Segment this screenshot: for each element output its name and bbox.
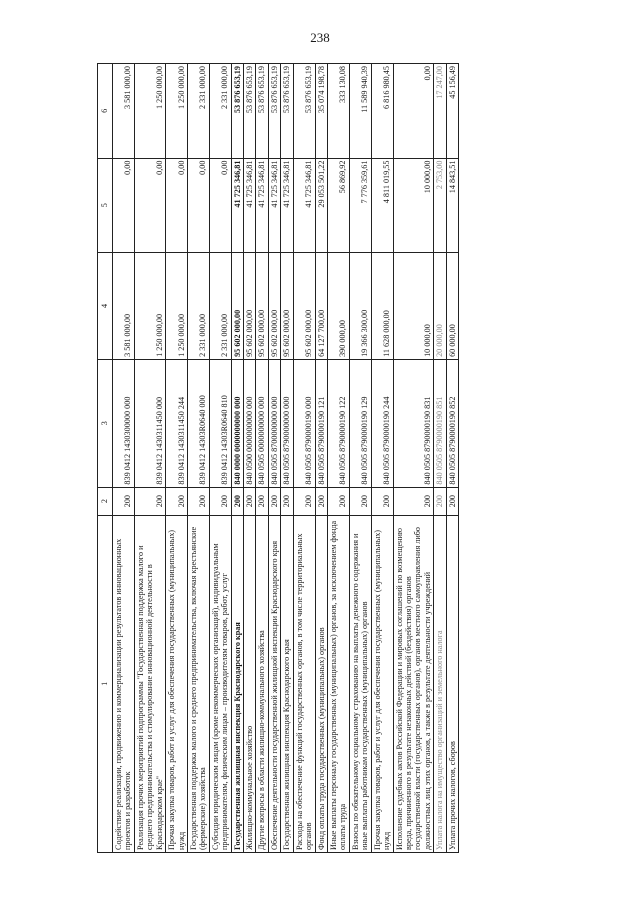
- row-executed-cell: 0,00: [113, 158, 135, 252]
- row-executed-cell: 41 725 346,81: [231, 158, 243, 252]
- row-classifier-cell: 840 0500 0000000000 000: [244, 359, 256, 487]
- row-remaining-cell: 53 876 653,19: [281, 64, 293, 159]
- header-col-6: 6: [98, 64, 113, 159]
- row-name-cell: Содействие реализации, продвижению и коммерциализации результатов инновационных проектов и разработок: [113, 515, 135, 852]
- row-executed-cell: 0,00: [166, 158, 188, 252]
- row-approved-cell: 95 602 000,00: [244, 252, 256, 359]
- row-name-cell: Другие вопросы в области жилищно-коммунального хозяйства: [256, 515, 268, 852]
- row-executed-cell: 41 725 346,81: [293, 158, 315, 252]
- row-approved-cell: 95 602 000,00: [231, 252, 243, 359]
- table-row: [393, 64, 434, 853]
- row-classifier-cell: 840 0505 8790000190 244: [371, 359, 393, 487]
- header-col-5: 5: [98, 158, 113, 252]
- row-name-cell: Прочая закупка товаров, работ и услуг для обеспечения государственных (муниципальных) нужд: [371, 515, 393, 852]
- table-row: [209, 64, 231, 853]
- row-executed-cell: 7 776 359,61: [349, 158, 371, 252]
- row-remaining-cell: 2 331 000,00: [187, 64, 209, 159]
- row-executed-cell: 2 753,00: [434, 158, 446, 252]
- row-approved-cell: 2 331 000,00: [209, 252, 231, 359]
- row-remaining-cell: 53 876 653,19: [231, 64, 243, 159]
- row-classifier-cell: 839 0412 1430311450 244: [166, 359, 188, 487]
- row-name-cell: Уплата налога на имущество организаций и земельного налога: [434, 515, 446, 852]
- row-approved-cell: 10 000,00: [393, 252, 434, 359]
- table-row: [281, 64, 293, 853]
- row-remaining-cell: 0,00: [393, 64, 434, 159]
- row-executed-cell: 41 725 346,81: [268, 158, 280, 252]
- table-row: [187, 64, 209, 853]
- row-name-cell: Государственная жилищная инспекция Краснодарского края: [231, 515, 243, 852]
- row-classifier-cell: 840 0505 8790000190 129: [349, 359, 371, 487]
- row-remaining-cell: 53 876 653,19: [268, 64, 280, 159]
- row-name-cell: Прочая закупка товаров, работ и услуг для обеспечения государственных (муниципальных) нужд: [166, 515, 188, 852]
- row-approved-cell: 95 602 000,00: [281, 252, 293, 359]
- header-col-2: 2: [98, 487, 113, 515]
- row-name-cell: Исполнение судебных актов Российской Федерации и мировых соглашений по возмещению вреда, причиненного в результате незаконных действий (бездействия) органов государственной власти (государственных органов), органов местного самоуправления либо должностных лиц этих органов, а также в результате деятельности учреждений: [393, 515, 434, 852]
- row-classifier-cell: 839 0412 1430300000 000: [113, 359, 135, 487]
- table-header-row: [98, 64, 113, 853]
- header-col-3: 3: [98, 359, 113, 487]
- row-remaining-cell: 53 876 653,19: [293, 64, 315, 159]
- table-row: [328, 64, 350, 853]
- row-executed-cell: 10 000,00: [393, 158, 434, 252]
- row-approved-cell: 64 127 700,00: [315, 252, 327, 359]
- row-classifier-cell: 840 0505 8790000190 831: [393, 359, 434, 487]
- row-executed-cell: 41 725 346,81: [244, 158, 256, 252]
- row-name-cell: Фонд оплаты труда государственных (муниципальных) органов: [315, 515, 327, 852]
- row-approved-cell: 390 000,00: [328, 252, 350, 359]
- row-code-cell: 200: [434, 487, 446, 515]
- row-approved-cell: 19 366 300,00: [349, 252, 371, 359]
- row-remaining-cell: 333 130,08: [328, 64, 350, 159]
- table-row: [293, 64, 315, 853]
- row-approved-cell: 11 628 000,00: [371, 252, 393, 359]
- row-executed-cell: 29 053 501,22: [315, 158, 327, 252]
- row-name-cell: Взносы по обязательному социальному страхованию на выплаты денежного содержания и иные выплаты работникам государственных (муниципальных) органов: [349, 515, 371, 852]
- row-name-cell: Расходы на обеспечение функций государственных органов, в том числе территориальных органов: [293, 515, 315, 852]
- row-executed-cell: 4 811 019,55: [371, 158, 393, 252]
- row-code-cell: 200: [371, 487, 393, 515]
- row-approved-cell: 95 602 000,00: [268, 252, 280, 359]
- row-remaining-cell: 11 589 940,39: [349, 64, 371, 159]
- row-name-cell: Субсидии юридическим лицам (кроме некоммерческих организаций), индивидуальным предпринимателям, физическим лицам – производителям товаров, работ, услуг: [209, 515, 231, 852]
- row-approved-cell: 1 250 000,00: [166, 252, 188, 359]
- row-remaining-cell: 35 074 198,78: [315, 64, 327, 159]
- row-approved-cell: 95 602 000,00: [293, 252, 315, 359]
- table-row: [349, 64, 371, 853]
- row-classifier-cell: 839 0412 1430311450 000: [134, 359, 165, 487]
- table-row: [371, 64, 393, 853]
- row-classifier-cell: 840 0505 8790000190 852: [446, 359, 458, 487]
- row-executed-cell: 0,00: [209, 158, 231, 252]
- rotated-table: [97, 63, 617, 853]
- header-col-4: 4: [98, 252, 113, 359]
- row-classifier-cell: 840 0505 8700000000 000: [268, 359, 280, 487]
- row-remaining-cell: 53 876 653,19: [256, 64, 268, 159]
- row-classifier-cell: 840 0505 8790000190 000: [293, 359, 315, 487]
- row-remaining-cell: 17 247,00: [434, 64, 446, 159]
- row-code-cell: 200: [281, 487, 293, 515]
- row-code-cell: 200: [256, 487, 268, 515]
- table-row: [134, 64, 165, 853]
- row-classifier-cell: 839 0412 14303R0640 810: [209, 359, 231, 487]
- table-row: [434, 64, 446, 853]
- row-classifier-cell: 840 0000 0000000000 000: [231, 359, 243, 487]
- row-executed-cell: 14 843,51: [446, 158, 458, 252]
- table-row: [244, 64, 256, 853]
- row-name-cell: Иные выплаты персоналу государственных (муниципальных) органов, за исключением фонда оплаты труда: [328, 515, 350, 852]
- row-code-cell: 200: [231, 487, 243, 515]
- row-name-cell: Жилищно-коммунальное хозяйство: [244, 515, 256, 852]
- row-name-cell: Обеспечение деятельности государственной жилищной инспекции Краснодарского края: [268, 515, 280, 852]
- row-approved-cell: 20 000,00: [434, 252, 446, 359]
- row-classifier-cell: 840 0505 8790000190 851: [434, 359, 446, 487]
- budget-table-area: [100, 64, 602, 852]
- table-row: [446, 64, 458, 853]
- row-code-cell: 200: [315, 487, 327, 515]
- table-row: [315, 64, 327, 853]
- row-approved-cell: 95 602 000,00: [256, 252, 268, 359]
- row-code-cell: 200: [446, 487, 458, 515]
- row-remaining-cell: 6 816 980,45: [371, 64, 393, 159]
- row-executed-cell: 41 725 346,81: [281, 158, 293, 252]
- row-approved-cell: 60 000,00: [446, 252, 458, 359]
- row-remaining-cell: 2 331 000,00: [209, 64, 231, 159]
- row-approved-cell: 2 331 000,00: [187, 252, 209, 359]
- row-classifier-cell: 840 0505 8790000190 121: [315, 359, 327, 487]
- table-row: [113, 64, 135, 853]
- row-executed-cell: 56 869,92: [328, 158, 350, 252]
- row-classifier-cell: 839 0412 14303R0640 000: [187, 359, 209, 487]
- table-row: [166, 64, 188, 853]
- table-row: [268, 64, 280, 853]
- row-name-cell: Государственная поддержка малого и среднего предпринимательства, включая крестьянские (фермерские) хозяйства: [187, 515, 209, 852]
- row-approved-cell: 3 581 000,00: [113, 252, 135, 359]
- row-remaining-cell: 53 876 653,19: [244, 64, 256, 159]
- row-remaining-cell: 1 250 000,00: [134, 64, 165, 159]
- row-classifier-cell: 840 0505 8790000190 122: [328, 359, 350, 487]
- row-name-cell: Реализация прочих мероприятий подпрограммы "Государственная поддержка малого и среднего предпринимательства и стимулирование инновационной деятельности в Краснодарском крае": [134, 515, 165, 852]
- row-remaining-cell: 45 156,49: [446, 64, 458, 159]
- row-code-cell: 200: [328, 487, 350, 515]
- row-executed-cell: 41 725 346,81: [256, 158, 268, 252]
- row-name-cell: Государственная жилищная инспекция Краснодарского края: [281, 515, 293, 852]
- row-code-cell: 200: [209, 487, 231, 515]
- row-code-cell: 200: [166, 487, 188, 515]
- row-code-cell: 200: [134, 487, 165, 515]
- row-code-cell: 200: [349, 487, 371, 515]
- row-code-cell: 200: [293, 487, 315, 515]
- row-code-cell: 200: [393, 487, 434, 515]
- header-col-1: 1: [98, 515, 113, 852]
- table-row: [256, 64, 268, 853]
- row-approved-cell: 1 250 000,00: [134, 252, 165, 359]
- row-executed-cell: 0,00: [134, 158, 165, 252]
- row-executed-cell: 0,00: [187, 158, 209, 252]
- row-classifier-cell: 840 0505 8790000000 000: [281, 359, 293, 487]
- page-number: 238: [310, 30, 330, 45]
- row-code-cell: 200: [244, 487, 256, 515]
- row-classifier-cell: 840 0505 0000000000 000: [256, 359, 268, 487]
- row-code-cell: 200: [187, 487, 209, 515]
- budget-execution-table: [97, 63, 459, 853]
- table-row: [231, 64, 243, 853]
- row-remaining-cell: 1 250 000,00: [166, 64, 188, 159]
- row-remaining-cell: 3 581 000,00: [113, 64, 135, 159]
- row-name-cell: Уплата прочих налогов, сборов: [446, 515, 458, 852]
- row-code-cell: 200: [268, 487, 280, 515]
- row-code-cell: 200: [113, 487, 135, 515]
